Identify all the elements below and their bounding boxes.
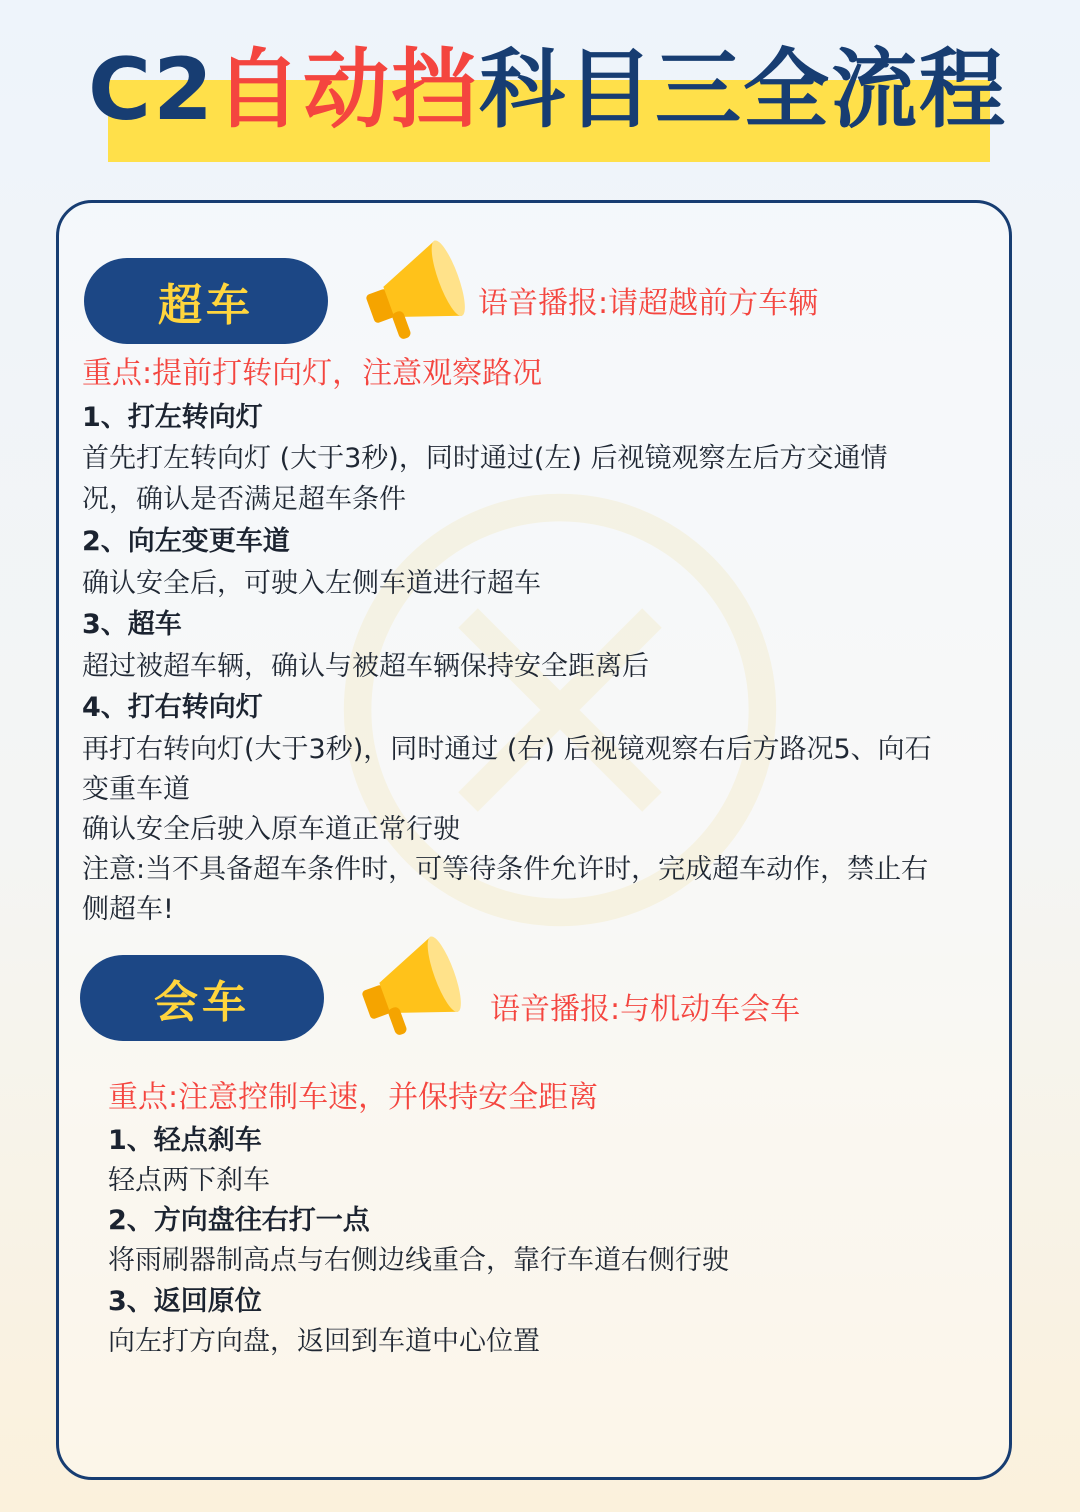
- step-heading: 4、打右转向灯: [82, 692, 263, 723]
- section-pill-meeting: 会车: [80, 955, 324, 1041]
- step-text: 况，确认是否满足超车条件: [82, 484, 406, 515]
- megaphone-icon: [346, 936, 466, 1036]
- title-highlight-text: 自动挡: [214, 40, 479, 140]
- step-heading: 1、轻点刹车: [108, 1125, 262, 1156]
- note-text: 侧超车!: [82, 894, 174, 925]
- step-text: 首先打左转向灯 (大于3秒)，同时通过(左) 后视镜观察左后方交通情: [82, 443, 888, 474]
- key-point-meeting: 重点:注意控制车速，并保持安全距离: [108, 1080, 599, 1115]
- step-heading: 2、向左变更车道: [82, 526, 290, 557]
- announcement-meeting: 语音播报:与机动车会车: [490, 992, 801, 1027]
- step-heading: 1、打左转向灯: [82, 402, 263, 433]
- step-text: 超过被超车辆，确认与被超车辆保持安全距离后: [82, 651, 649, 682]
- megaphone-icon: [350, 240, 470, 340]
- step-text: 轻点两下刹车: [108, 1165, 270, 1196]
- step-text: 再打右转向灯(大于3秒)，同时通过 (右) 后视镜观察右后方路况5、向石: [82, 734, 932, 765]
- step-heading: 3、超车: [82, 609, 182, 640]
- step-heading: 2、方向盘往右打一点: [108, 1205, 370, 1236]
- page-title: [88, 30, 1007, 150]
- announcement-overtake: 语音播报:请超越前方车辆: [478, 286, 819, 321]
- note-text: 注意:当不具备超车条件时，可等待条件允许时，完成超车动作，禁止右: [82, 854, 929, 885]
- step-heading: 3、返回原位: [108, 1286, 262, 1317]
- step-text: 确认安全后，可驶入左侧车道进行超车: [82, 568, 541, 599]
- step-text: 将雨刷器制高点与右侧边线重合，靠行车道右侧行驶: [108, 1245, 729, 1276]
- step-text: 确认安全后驶入原车道正常行驶: [82, 814, 460, 845]
- key-point-overtake: 重点:提前打转向灯，注意观察路况: [82, 356, 543, 391]
- step-text: 向左打方向盘，返回到车道中心位置: [108, 1326, 540, 1357]
- title-prefix: C2: [88, 40, 215, 140]
- section-pill-overtake: 超车: [84, 258, 328, 344]
- step-text: 变重车道: [82, 774, 190, 805]
- title-rest: 科目三全流程: [478, 40, 1007, 140]
